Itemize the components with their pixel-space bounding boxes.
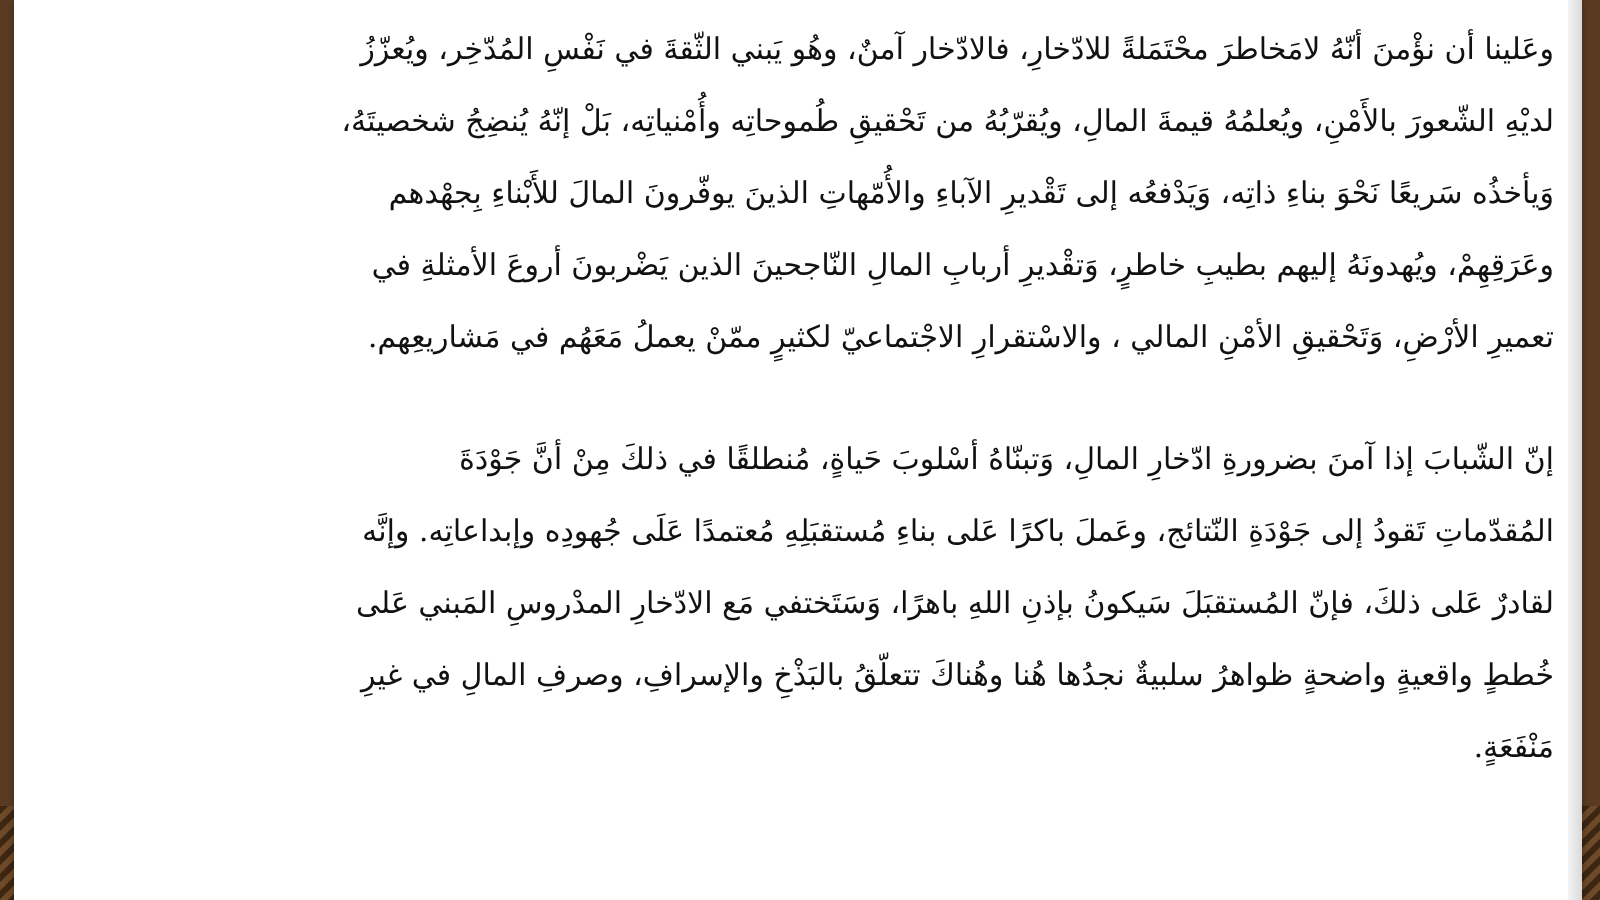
paragraph-2-line-4: خُططٍ واقعيةٍ واضحةٍ ظواهرُ سلبيةٌ نجدُها هُنا وهُناكَ تتعلّقُ بالبَذْخِ والإسرافِ، وصرفِ المالِ في غيرِ	[360, 658, 1554, 693]
paragraph-1-line-3: وَيأخذُه سَريعًا نَحْوَ بناءِ ذاتِه، وَيَدْفعُه إلى تَقْديرِ الآباءِ والأُمّهاتِ الذينَ يوفّرونَ المالَ للأَبْناءِ بِجهْدهم	[388, 176, 1554, 211]
paragraph-2	[104, 428, 1554, 788]
paragraph-2-line-1: إنّ الشّبابَ إذا آمنَ بضرورةِ ادّخارِ المالِ، وَتبنّاهُ أسْلوبَ حَياةٍ، مُنطلقًا في ذلكَ مِنْ أنَّ جَوْدَةَ	[459, 442, 1554, 477]
paragraph-1	[104, 18, 1554, 378]
paragraph-2-line-5: مَنْفَعَةٍ.	[1473, 730, 1554, 765]
paragraph-1-line-2: لديْهِ الشّعورَ بالأَمْنِ، ويُعلمُهُ قيمةَ المالِ، ويُقرّبُهُ من تَحْقيقِ طُموحاتِه وأُمْنياتِه، بَلْ إنّهُ يُنضِجُ شخصيتَهُ،	[341, 104, 1554, 139]
paragraph-2-line-3: لقادرٌ عَلى ذلكَ، فإنّ المُستقبَلَ سَيكونُ بإذنِ اللهِ باهرًا، وَسَتَختفي مَع الادّخارِ المدْروسِ المَبني عَلى	[356, 586, 1554, 621]
paragraph-2-line-2: المُقدّماتِ تَقودُ إلى جَوْدَةِ النّتائج، وعَملَ باكرًا عَلى بناءِ مُستقبَلِهِ مُعتمدًا عَلَى جُهودِه وإبداعاتِه. وإنَّه	[362, 514, 1554, 549]
page-right-edge	[1568, 0, 1582, 900]
paragraph-1-line-1: وعَلينا أن نؤْمنَ أنّهُ لامَخاطرَ محْتَمَلةً للادّخارِ، فالادّخار آمنٌ، وهُو يَبني الثّقةَ في نَفْسِ المُدّخِر، ويُعزّزُ	[360, 32, 1554, 67]
paragraph-1-line-4: وعَرَقِهِمْ، ويُهدونَهُ إليهم بطيبِ خاطرٍ، وَتقْديرِ أربابِ المالِ النّاجحينَ الذين يَضْربونَ أروعَ الأمثلةِ في	[371, 248, 1554, 283]
table-edge-left	[0, 806, 14, 900]
paragraph-1-line-5: تعميرِ الأرْضِ، وَتَحْقيقِ الأمْنِ المالي ، والاسْتقرارِ الاجْتماعيّ لكثيرٍ ممّنْ يعملُ مَعَهُم في مَشاريعِهم.	[367, 320, 1554, 355]
table-edge-right	[1582, 806, 1600, 900]
paper-page	[14, 0, 1582, 900]
